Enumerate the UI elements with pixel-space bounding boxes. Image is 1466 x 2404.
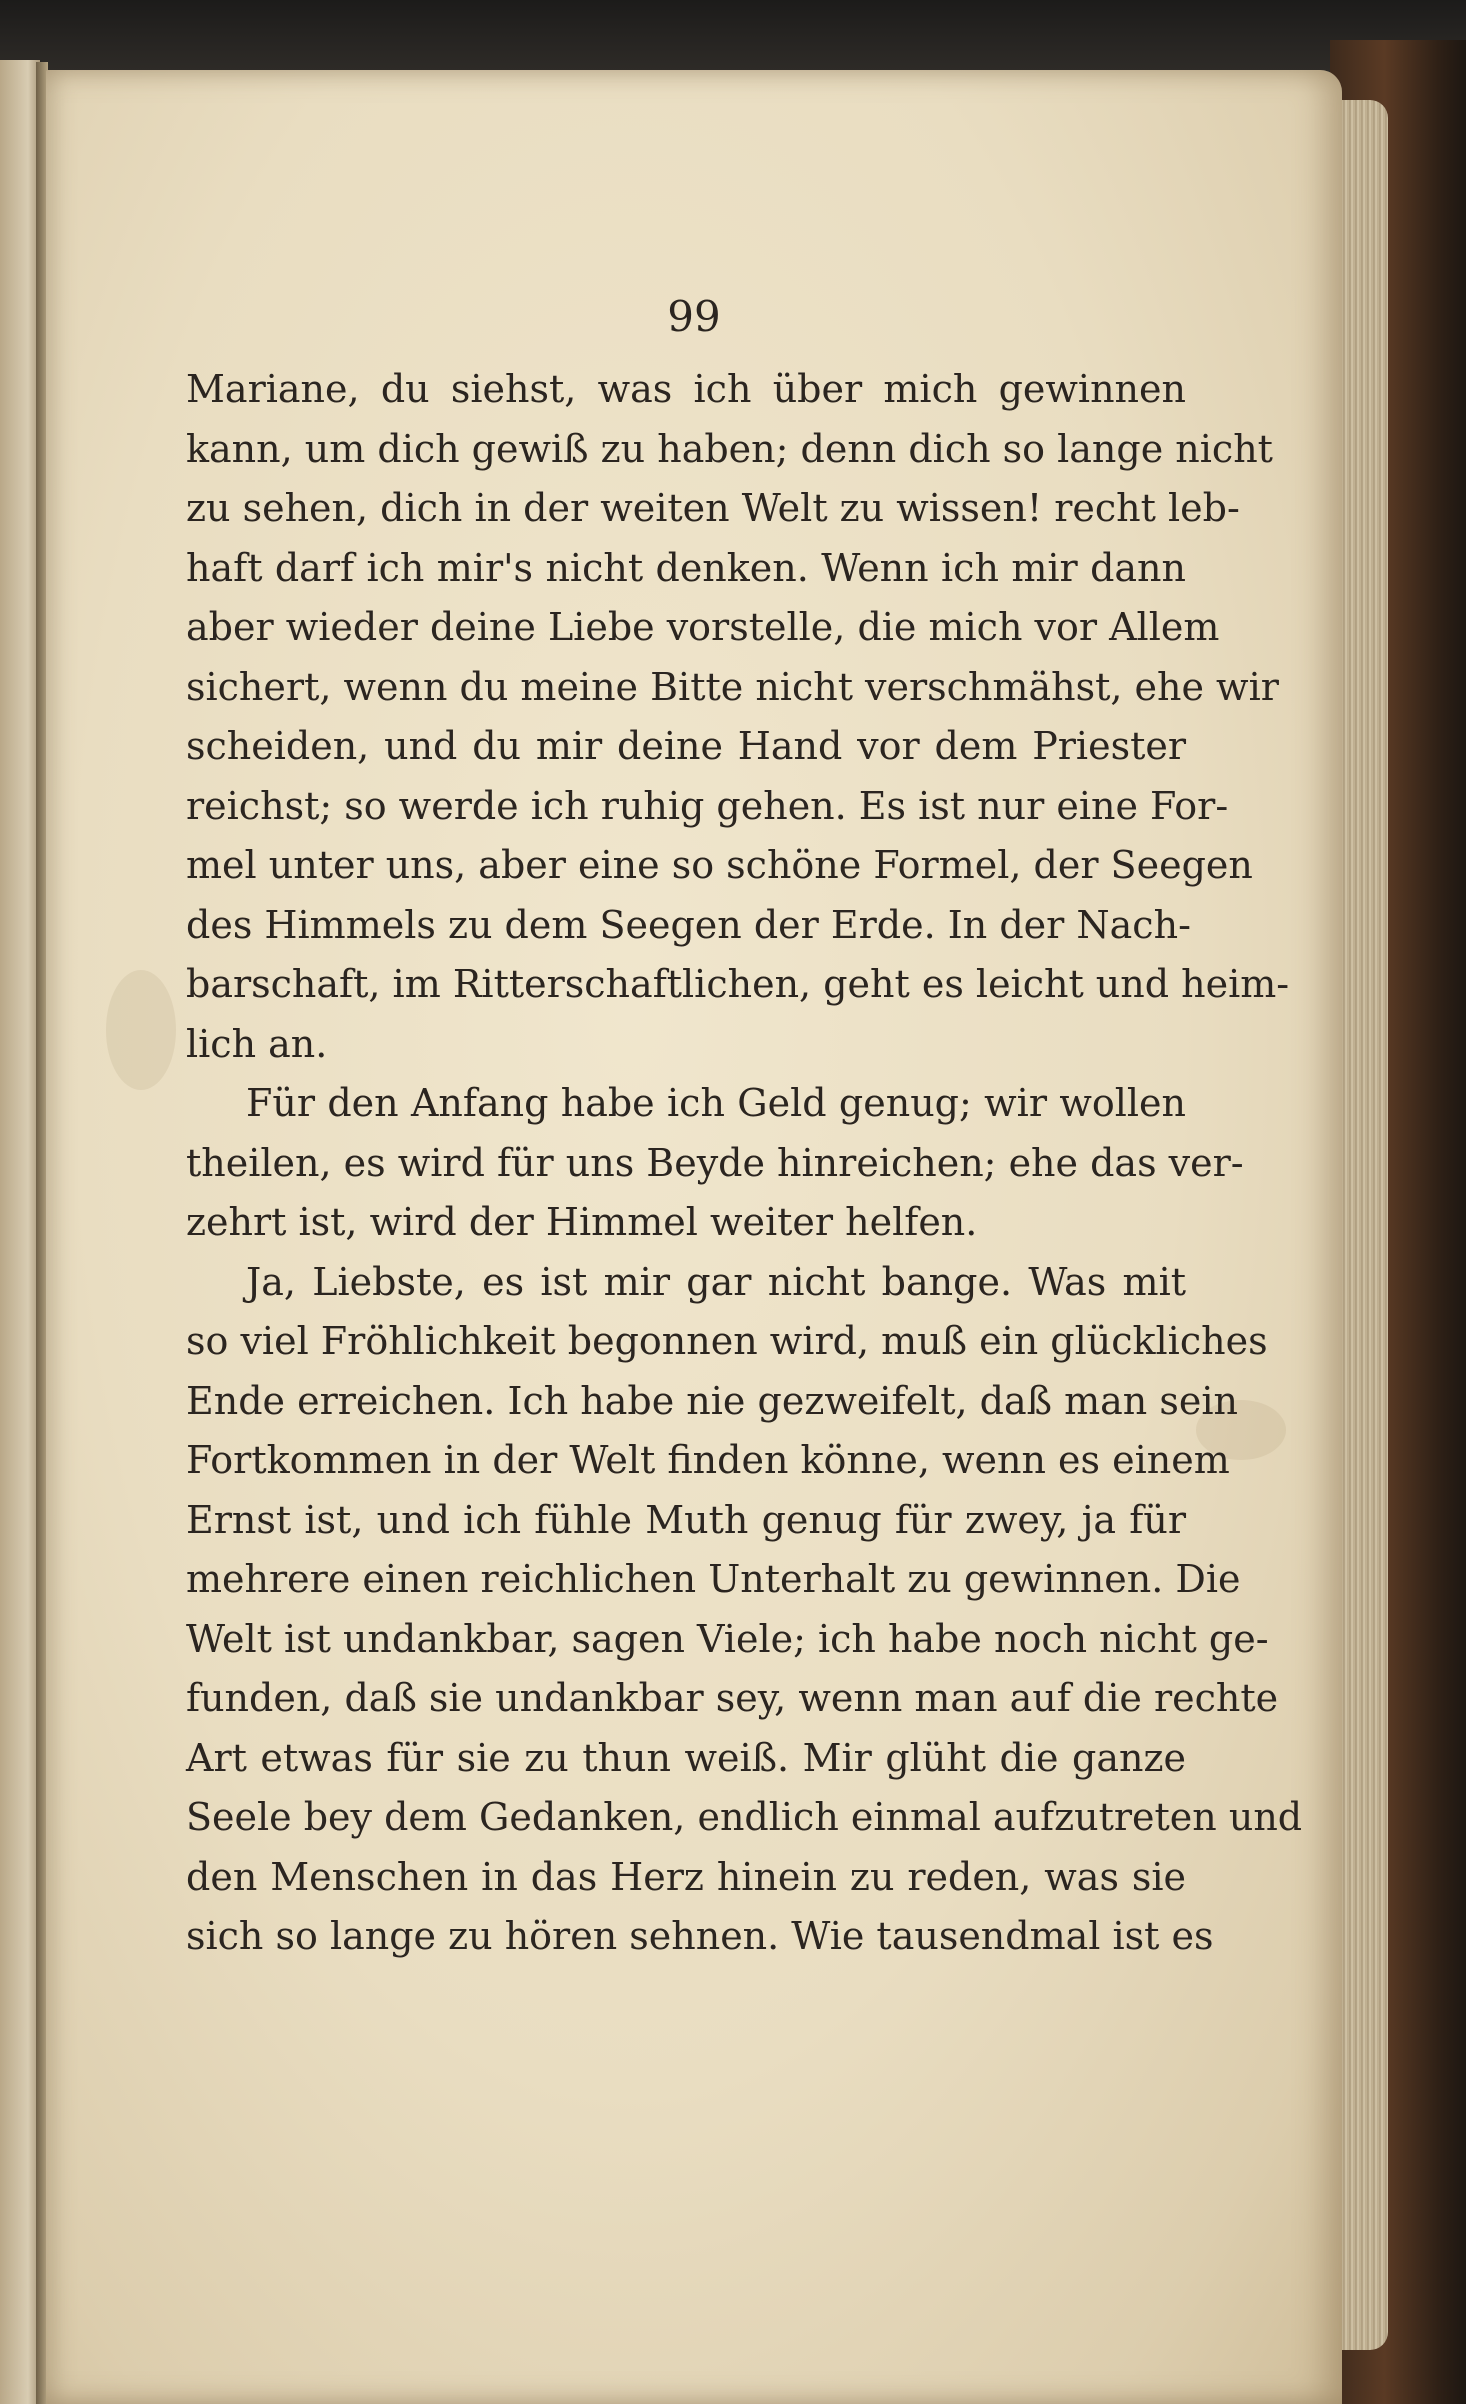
body-text (186, 360, 1303, 1967)
text-line: kann, um dich gewiß zu haben; denn dich so lange nicht (186, 426, 1273, 471)
text-line: reichst; so werde ich ruhig gehen. Es ist nur eine For- (186, 783, 1229, 828)
text-line: Welt ist undankbar, sagen Viele; ich habe noch nicht ge- (186, 1616, 1269, 1661)
text-line: des Himmels zu dem Seegen der Erde. In der Nach- (186, 902, 1191, 947)
text-line: lich an. (186, 1021, 328, 1066)
facing-page-edge (0, 60, 40, 2404)
text-line: Art etwas für sie zu thun weiß. Mir glüht die ganze (186, 1735, 1186, 1780)
text-line: zu sehen, dich in der weiten Welt zu wissen! recht leb- (186, 486, 1240, 530)
background-top (0, 0, 1466, 75)
text-line: theilen, es wird für uns Beyde hinreichen; ehe das ver- (186, 1140, 1244, 1185)
text-line: Ernst ist, und ich fühle Muth genug für zwey, ja für (186, 1497, 1186, 1542)
text-line: Seele bey dem Gedanken, endlich einmal aufzutreten und (186, 1795, 1303, 1839)
text-line: den Menschen in das Herz hinein zu reden, was sie (186, 1854, 1186, 1899)
text-line: Fortkommen in der Welt finden könne, wenn es einem (186, 1438, 1230, 1482)
text-line: scheiden, und du mir deine Hand vor dem Priester (186, 724, 1186, 768)
text-line: sich so lange zu hören sehnen. Wie tausendmal ist es (186, 1914, 1214, 1958)
text-line: mel unter uns, aber eine so schöne Formel, der Seegen (186, 843, 1253, 887)
text-line: Ja, Liebste, es ist mir gar nicht bange. Was mit (246, 1259, 1186, 1304)
text-line: sichert, wenn du meine Bitte nicht verschmähst, ehe wir (186, 664, 1279, 709)
text-line: Mariane, du siehst, was ich über mich gewinnen (186, 367, 1186, 411)
text-line: mehrere einen reichlichen Unterhalt zu gewinnen. Die (186, 1557, 1241, 1601)
text-line: Für den Anfang habe ich Geld genug; wir wollen (246, 1081, 1186, 1125)
text-line: haft darf ich mir's nicht denken. Wenn ich mir dann (186, 545, 1186, 590)
paper-stain (106, 970, 176, 1090)
text-line: barschaft, im Ritterschaftlichen, geht es leicht und heim- (186, 962, 1290, 1006)
text-line: so viel Fröhlichkeit begonnen wird, muß ein glückliches (186, 1319, 1268, 1363)
page-number: 99 (667, 292, 721, 341)
text-line: Ende erreichen. Ich habe nie gezweifelt, daß man sein (186, 1378, 1238, 1423)
text-line: zehrt ist, wird der Himmel weiter helfen. (186, 1200, 978, 1244)
book-page (46, 70, 1342, 2404)
text-line: aber wieder deine Liebe vorstelle, die mich vor Allem (186, 605, 1220, 649)
text-line: funden, daß sie undankbar sey, wenn man auf die rechte (186, 1676, 1279, 1720)
